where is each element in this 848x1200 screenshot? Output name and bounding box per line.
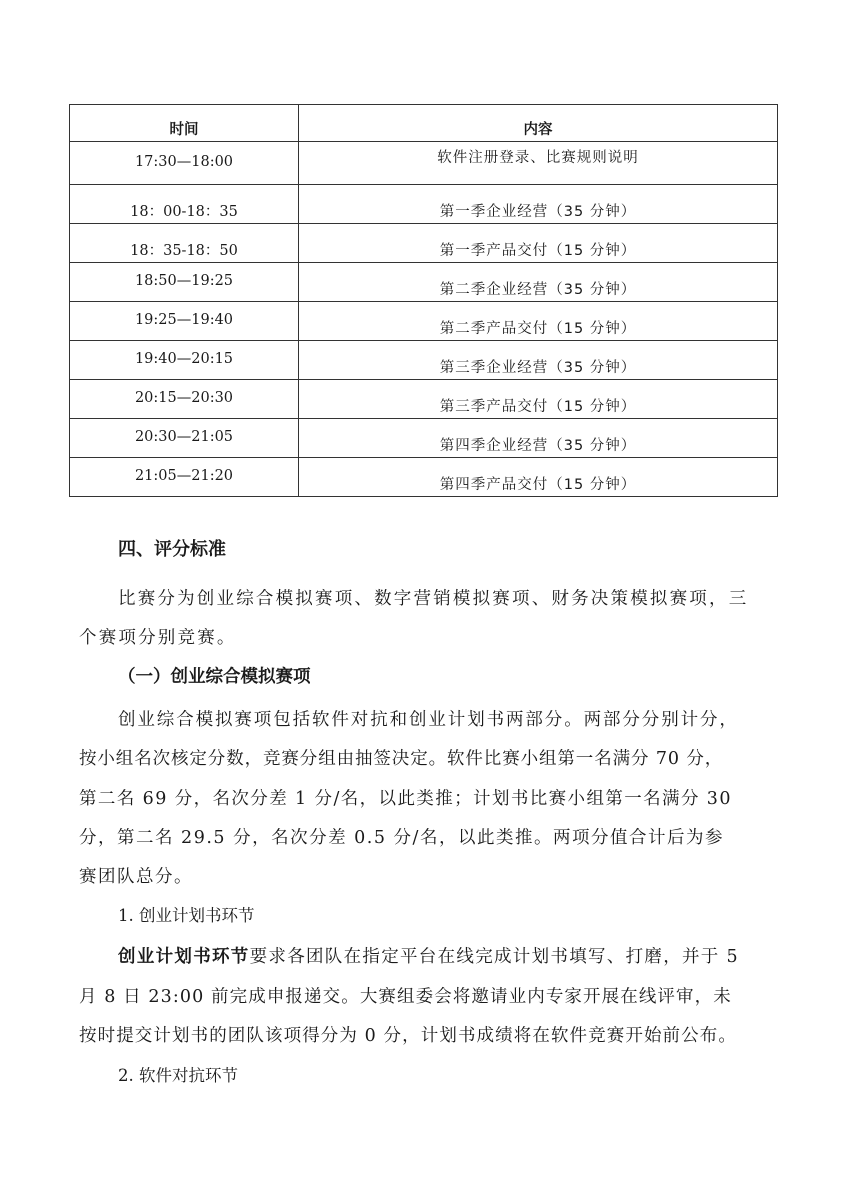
paragraph-line: 月 8 日 23:00 前完成申报递交。大赛组委会将邀请业内专家开展在线评审，未 <box>79 987 732 1007</box>
paragraph-line: 个赛项分别竞赛。 <box>79 628 237 648</box>
time-cell: 21:05—21:20 <box>70 458 299 497</box>
content-cell: 第一季企业经营（35 分钟） <box>299 185 778 224</box>
paragraph-line: 按时提交计划书的团队该项得分为 0 分，计划书成绩将在软件竞赛开始前公布。 <box>79 1026 737 1046</box>
paragraph-line: 赛团队总分。 <box>79 867 193 887</box>
bold-lead: 创业计划书环节 <box>118 947 250 967</box>
time-cell: 20:15—20:30 <box>70 380 299 419</box>
table-row <box>70 380 778 419</box>
subsection-heading: （一）创业综合模拟赛项 <box>118 667 311 687</box>
time-cell: 18：00-18：35 <box>70 185 299 224</box>
time-cell: 20:30—21:05 <box>70 419 299 458</box>
table-row <box>70 263 778 302</box>
content-cell: 第三季企业经营（35 分钟） <box>299 341 778 380</box>
paragraph-line: 比赛分为创业综合模拟赛项、数字营销模拟赛项、财务决策模拟赛项，三 <box>118 589 749 609</box>
table-row <box>70 224 778 263</box>
table-row <box>70 458 778 497</box>
table-row <box>70 185 778 224</box>
table-header-row <box>70 105 778 142</box>
item-title: 2. 软件对抗环节 <box>118 1066 238 1085</box>
content-cell: 软件注册登录、比赛规则说明 <box>299 142 778 185</box>
section-heading: 四、评分标准 <box>118 539 226 560</box>
header-content: 内容 <box>299 105 778 142</box>
time-cell: 19:25—19:40 <box>70 302 299 341</box>
paragraph-line: 第二名 69 分，名次分差 1 分/名，以此类推；计划书比赛小组第一名满分 30 <box>79 789 732 809</box>
table-row <box>70 419 778 458</box>
table-row <box>70 341 778 380</box>
content-cell: 第四季产品交付（15 分钟） <box>299 458 778 497</box>
line-rest: 要求各团队在指定平台在线完成计划书填写、打磨，并于 5 <box>249 947 739 967</box>
table-row <box>70 302 778 341</box>
item-title: 1. 创业计划书环节 <box>118 906 255 925</box>
time-cell: 18：35-18：50 <box>70 224 299 263</box>
schedule-table <box>69 104 778 497</box>
time-cell: 18:50—19:25 <box>70 263 299 302</box>
content-cell: 第二季产品交付（15 分钟） <box>299 302 778 341</box>
paragraph-line: 按小组名次核定分数，竞赛分组由抽签决定。软件比赛小组第一名满分 70 分， <box>79 749 724 769</box>
paragraph-line <box>118 943 739 968</box>
header-time: 时间 <box>70 105 299 142</box>
content-cell: 第一季产品交付（15 分钟） <box>299 224 778 263</box>
table-row <box>70 142 778 185</box>
content-cell: 第二季企业经营（35 分钟） <box>299 263 778 302</box>
time-cell: 17:30—18:00 <box>70 142 299 185</box>
paragraph-line: 创业综合模拟赛项包括软件对抗和创业计划书两部分。两部分分别计分， <box>118 710 739 730</box>
paragraph-line: 分，第二名 29.5 分，名次分差 0.5 分/名，以此类推。两项分值合计后为参 <box>79 828 724 848</box>
time-cell: 19:40—20:15 <box>70 341 299 380</box>
content-cell: 第三季产品交付（15 分钟） <box>299 380 778 419</box>
content-cell: 第四季企业经营（35 分钟） <box>299 419 778 458</box>
